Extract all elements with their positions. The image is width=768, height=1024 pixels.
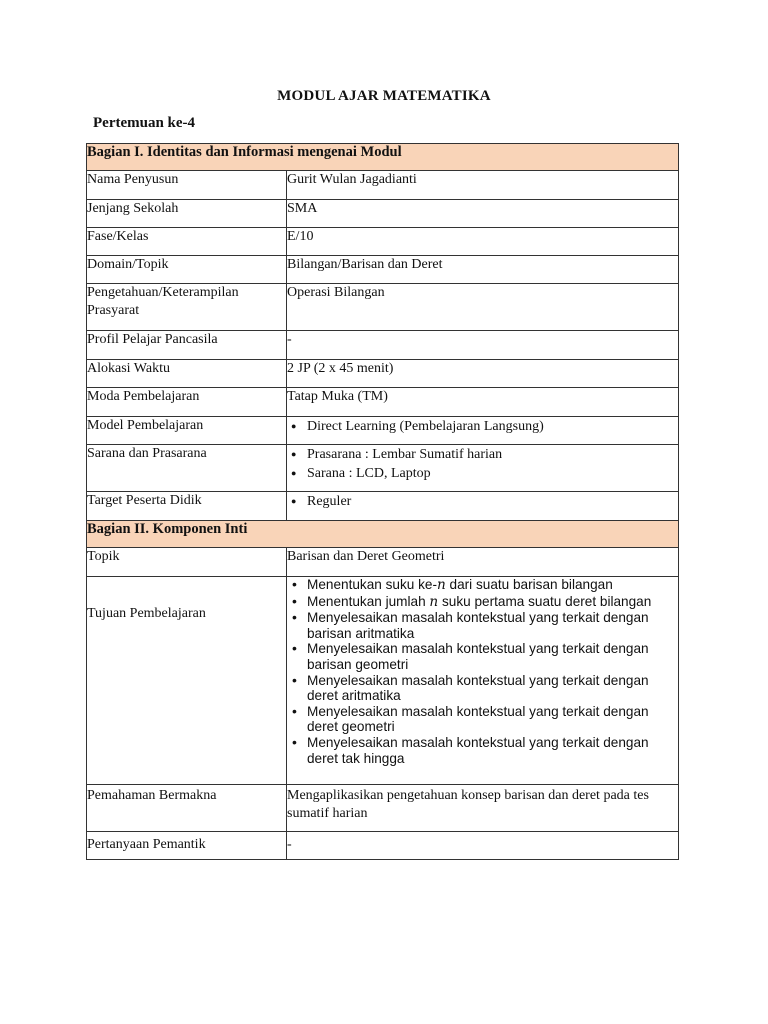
table-row <box>87 548 679 577</box>
bullet-list <box>287 417 678 436</box>
row-label: Sarana dan Prasarana <box>87 445 287 492</box>
row-label: Domain/Topik <box>87 256 287 284</box>
row-value: 2 JP (2 x 45 menit) <box>287 360 679 388</box>
row-label: Jenjang Sekolah <box>87 200 287 228</box>
row-label: Pemahaman Bermakna <box>87 785 287 832</box>
row-label-line: Pengetahuan/Keterampilan <box>87 285 239 300</box>
row-label: Profil Pelajar Pancasila <box>87 331 287 360</box>
row-value <box>287 577 679 785</box>
list-item: • Menyelesaikan masalah kontekstual yang terkait dengan deret tak hingga <box>287 735 678 766</box>
row-value: - <box>287 832 679 860</box>
row-value: Tatap Muka (TM) <box>287 388 679 417</box>
row-value <box>287 445 679 492</box>
section-heading: Bagian I. Identitas dan Informasi mengenai Modul <box>87 144 679 171</box>
row-value: Barisan dan Deret Geometri <box>287 548 679 577</box>
table-row <box>87 577 679 785</box>
table-row <box>87 228 679 256</box>
table-row <box>87 785 679 832</box>
section-header-2 <box>87 521 679 548</box>
row-label: Topik <box>87 548 287 577</box>
table-row <box>87 200 679 228</box>
module-table <box>86 143 679 860</box>
bullet-list <box>287 492 678 511</box>
item-text: suku pertama suatu deret bilangan <box>438 593 652 609</box>
row-value <box>287 417 679 445</box>
list-item: ● Prasarana : Lembar Sumatif harian <box>287 445 678 464</box>
item-text: Menentukan jumlah <box>307 593 430 609</box>
objective-list <box>287 577 678 766</box>
row-label <box>87 284 287 331</box>
table-row <box>87 284 679 331</box>
math-var: n <box>429 593 439 610</box>
row-value: - <box>287 331 679 360</box>
row-label-line: Prasyarat <box>87 303 140 318</box>
table-row <box>87 331 679 360</box>
row-label: Moda Pembelajaran <box>87 388 287 417</box>
row-value: Bilangan/Barisan dan Deret <box>287 256 679 284</box>
list-item: • Menyelesaikan masalah kontekstual yang terkait dengan barisan aritmatika <box>287 610 678 641</box>
table-row <box>87 360 679 388</box>
table-row <box>87 171 679 200</box>
row-label: Fase/Kelas <box>87 228 287 256</box>
item-text: Menentukan suku ke- <box>307 577 437 592</box>
list-item: ● Sarana : LCD, Laptop <box>287 464 678 483</box>
document-title: MODUL AJAR MATEMATIKA <box>277 88 491 104</box>
meeting-label: Pertemuan ke-4 <box>93 115 196 131</box>
row-label: Pertanyaan Pemantik <box>87 832 287 860</box>
list-item <box>287 577 678 594</box>
list-item: • Menyelesaikan masalah kontekstual yang terkait dengan barisan geometri <box>287 641 678 672</box>
list-item: • Menyelesaikan masalah kontekstual yang terkait dengan deret aritmatika <box>287 673 678 704</box>
row-label: Alokasi Waktu <box>87 360 287 388</box>
table-row <box>87 492 679 521</box>
row-value: Gurit Wulan Jagadianti <box>287 171 679 200</box>
row-label: Nama Penyusun <box>87 171 287 200</box>
section-heading: Bagian II. Komponen Inti <box>87 521 679 548</box>
bullet-list <box>287 445 678 483</box>
list-item: • Menyelesaikan masalah kontekstual yang terkait dengan deret geometri <box>287 704 678 735</box>
row-value: Operasi Bilangan <box>287 284 679 331</box>
list-item <box>287 594 678 611</box>
table-row <box>87 832 679 860</box>
table-row <box>87 388 679 417</box>
row-value: E/10 <box>287 228 679 256</box>
row-label: Target Peserta Didik <box>87 492 287 521</box>
row-value: Mengaplikasikan pengetahuan konsep barisan dan deret pada tes sumatif harian <box>287 785 679 832</box>
row-label: Model Pembelajaran <box>87 417 287 445</box>
table-row <box>87 256 679 284</box>
row-value <box>287 492 679 521</box>
list-item: ● Reguler <box>287 492 678 511</box>
row-value: SMA <box>287 200 679 228</box>
row-label: Tujuan Pembelajaran <box>87 577 287 785</box>
list-item: ● Direct Learning (Pembelajaran Langsung) <box>287 417 678 436</box>
math-var: n <box>436 577 446 593</box>
section-header-1 <box>87 144 679 171</box>
item-text: dari suatu barisan bilangan <box>445 577 613 592</box>
table-row <box>87 417 679 445</box>
table-row <box>87 445 679 492</box>
